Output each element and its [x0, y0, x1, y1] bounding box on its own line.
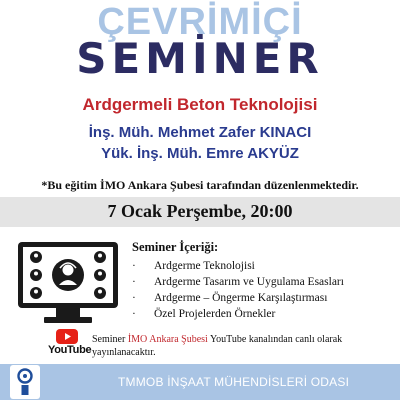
organizer-note: *Bu eğitim İMO Ankara Şubesi tarafından düzenlenmektedir.: [41, 178, 359, 192]
webinar-monitor-icon: [16, 240, 120, 326]
youtube-note: Seminer İMO Ankara Şubesi YouTube kanalından canlı olarak yayınlanacaktır.: [92, 334, 343, 358]
youtube-note-highlight: İMO Ankara Şubesi: [127, 334, 208, 345]
seminar-title: Ardgermeli Beton Teknolojisi: [82, 95, 318, 114]
content-item: · Özel Projelerden Örnekler: [132, 308, 276, 320]
speaker-2: Yük. İnş. Müh. Emre AKYÜZ: [101, 145, 299, 162]
imo-logo-icon: [10, 365, 40, 399]
footer-org-name: TMMOB İNŞAAT MÜHENDİSLERİ ODASI: [118, 375, 350, 389]
content-item: · Ardgerme Teknolojisi: [132, 260, 255, 272]
youtube-label: YouTube: [48, 344, 92, 356]
date-time: 7 Ocak Perşembe, 20:00: [107, 201, 293, 221]
header-online-label: ÇEVRİMİÇİ: [97, 1, 303, 43]
header-seminar-label: SEMİNER: [76, 34, 324, 83]
youtube-play-icon: [56, 329, 78, 344]
content-item: · Ardgerme – Öngerme Karşılaştırması: [132, 292, 328, 304]
content-item: · Ardgerme Tasarım ve Uygulama Esasları: [132, 276, 344, 288]
content-list: [132, 258, 344, 322]
content-title: Seminer İçeriği:: [132, 240, 219, 254]
speaker-1: İnş. Müh. Mehmet Zafer KINACI: [88, 124, 312, 141]
